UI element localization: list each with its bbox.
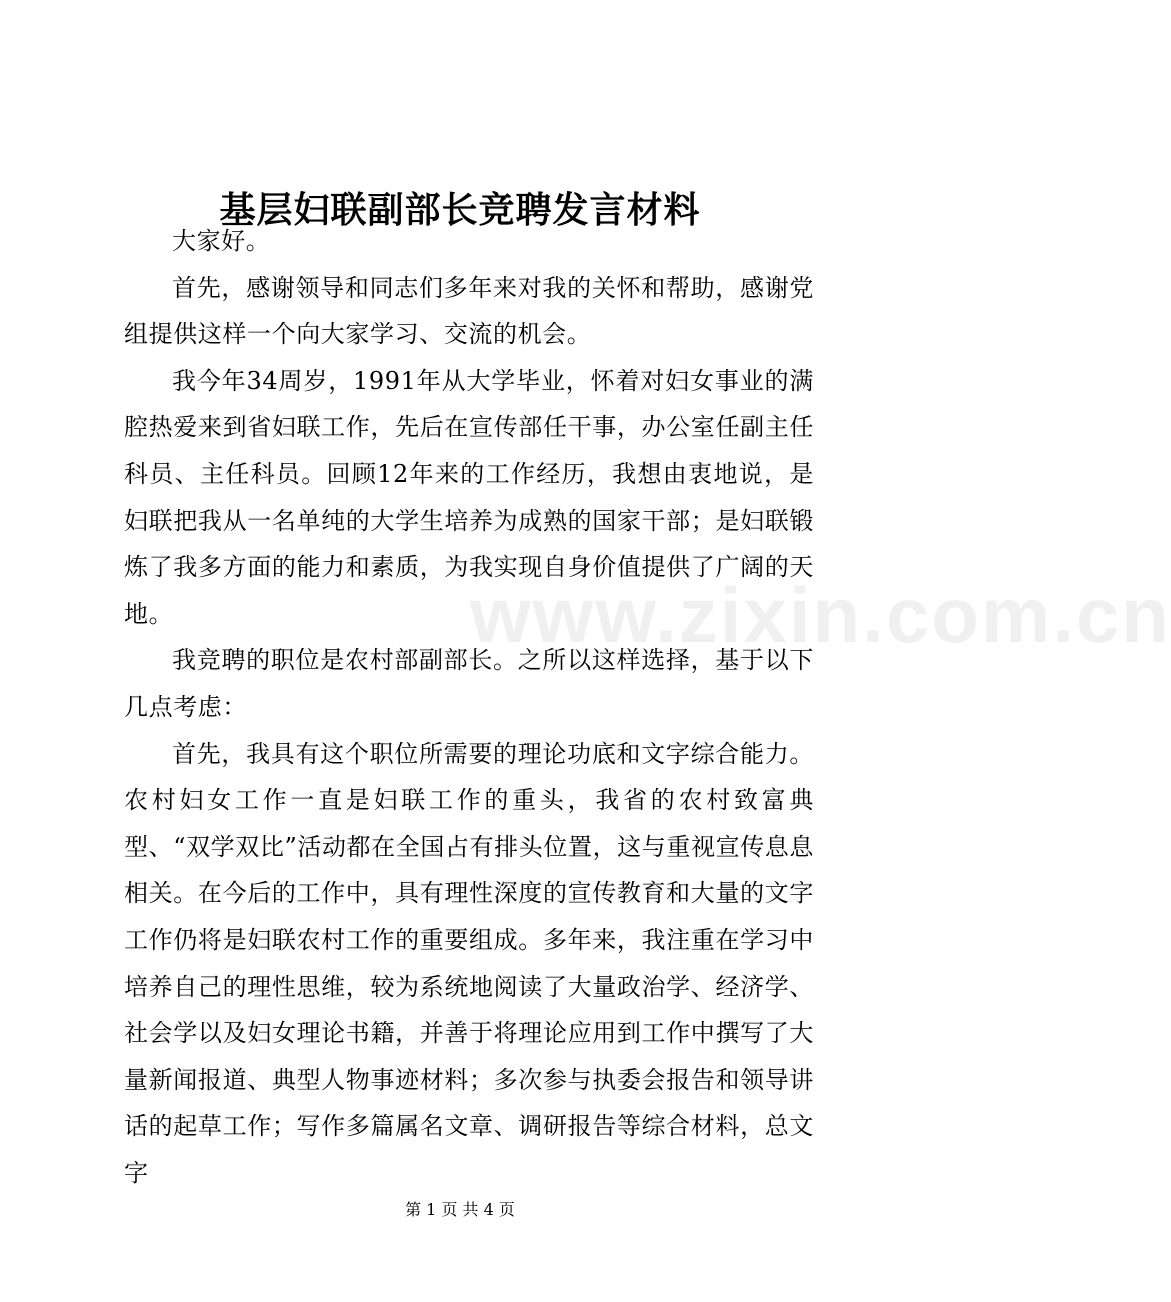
document-title: 基层妇联副部长竞聘发言材料 bbox=[219, 189, 701, 232]
page-footer: 第 1 页 共 4 页 bbox=[405, 1200, 515, 1219]
paragraph-greeting: 大家好。 bbox=[172, 227, 271, 255]
paragraph-first-reason: 首先，我具有这个职位所需要的理论功底和文字综合能力。农村妇女工作一直是妇联工作的重头，我省的农村致富典型、“双学双比”活动都在全国占有排头位置，这与重视宣传息息相关。在今后的工作中，具有理性深度的宣传教育和大量的文字工作仍将是妇联农村工作的重要组成。多年来，我注重在学习中培养自己的理性思维，较为系统地阅读了大量政治学、经济学、社会学以及妇女理论书籍，并善于将理论应用到工作中撰写了大量新闻报道、典型人物事迹材料；多次参与执委会报告和领导讲话的起草工作；写作多篇属名文章、调研报告等综合材料，总文字 bbox=[124, 739, 814, 1187]
document-body bbox=[124, 218, 814, 1196]
paragraph-background: 我今年34周岁，1991年从大学毕业，怀着对妇女事业的满腔热爱来到省妇联工作，先后在宣传部任干事，办公室任副主任科员、主任科员。回顾12年来的工作经历，我想由衷地说，是妇联把我从一名单纯的大学生培养为成熟的国家干部；是妇联锻炼了我多方面的能力和素质，为我实现自身价值提供了广阔的天地。 bbox=[124, 366, 814, 628]
paragraph-position: 我竞聘的职位是农村部副部长。之所以这样选择，基于以下几点考虑： bbox=[124, 646, 814, 721]
watermark: www.zixin.com.cn bbox=[470, 571, 1171, 659]
paragraph-thanks: 首先，感谢领导和同志们多年来对我的关怀和帮助，感谢党组提供这样一个向大家学习、交流的机会。 bbox=[124, 273, 814, 349]
